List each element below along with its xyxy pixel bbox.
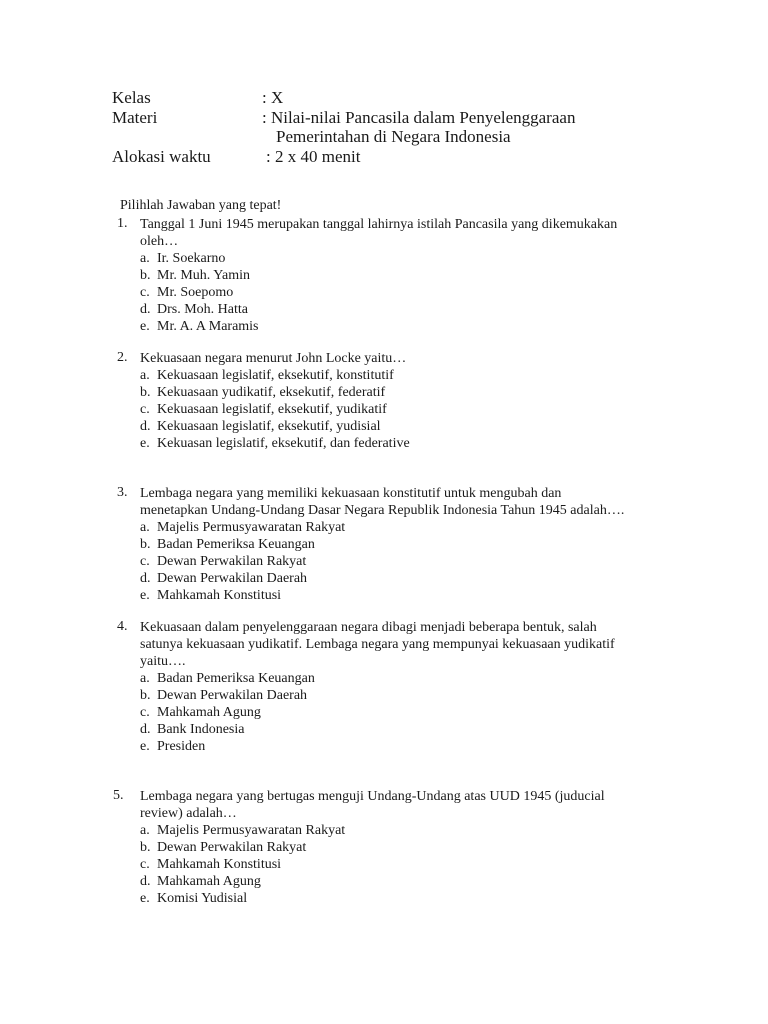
option-letter: b.	[140, 385, 151, 400]
option-text: Mahkamah Agung	[157, 705, 261, 720]
option-text: Majelis Permusyawaratan Rakyat	[157, 520, 346, 535]
question-number: 5.	[113, 788, 124, 803]
kelas-row	[0, 88, 768, 110]
alokasi-value: : 2 x 40 menit	[266, 147, 361, 166]
option-text: Kekuasaan legislatif, eksekutif, yudikatif	[157, 402, 387, 417]
option-letter: d.	[140, 419, 151, 434]
instruction-text: Pilihlah Jawaban yang tepat!	[120, 198, 282, 213]
option-text: Dewan Perwakilan Daerah	[157, 688, 308, 703]
option-text: Badan Pemeriksa Keuangan	[157, 671, 315, 686]
question-line: satunya kekuasaan yudikatif. Lembaga negara yang mempunyai kekuasaan yudikatif	[140, 637, 615, 652]
option-text: Badan Pemeriksa Keuangan	[157, 537, 315, 552]
option-text: Mahkamah Agung	[157, 874, 261, 889]
option-text: Bank Indonesia	[157, 722, 245, 737]
option-letter: e.	[140, 739, 150, 754]
option-text: Mr. Soepomo	[157, 285, 234, 300]
option-letter: d.	[140, 874, 151, 889]
question-text	[140, 216, 680, 250]
option-letter: d.	[140, 722, 151, 737]
kelas-label: Kelas	[112, 88, 151, 107]
option-letter: c.	[140, 705, 150, 720]
materi-value-line1: : Nilai-nilai Pancasila dalam Penyelenggaraan	[262, 108, 576, 127]
option-text: Komisi Yudisial	[157, 891, 248, 906]
question-text	[140, 350, 680, 367]
question-line: Lembaga negara yang bertugas menguji Undang-Undang atas UUD 1945 (juducial	[140, 789, 605, 804]
option-text: Drs. Moh. Hatta	[157, 302, 248, 317]
question-number: 1.	[117, 216, 128, 231]
option-text: Mr. A. A Maramis	[157, 319, 259, 334]
option-text: Kekuasaan yudikatif, eksekutif, federatif	[157, 385, 386, 400]
question-number: 4.	[117, 619, 128, 634]
option-text: Kekuasan legislatif, eksekutif, dan federative	[157, 436, 410, 451]
option-text: Mahkamah Konstitusi	[157, 857, 282, 872]
option-letter: a.	[140, 520, 150, 535]
question-number: 2.	[117, 350, 128, 365]
option-letter: b.	[140, 688, 151, 703]
option-letter: b.	[140, 840, 151, 855]
option-text: Presiden	[157, 739, 206, 754]
question-line: menetapkan Undang-Undang Dasar Negara Republik Indonesia Tahun 1945 adalah….	[140, 503, 625, 518]
question-text	[140, 788, 680, 822]
question-line: review) adalah…	[140, 806, 237, 821]
option-letter: e.	[140, 891, 150, 906]
question-line: Tanggal 1 Juni 1945 merupakan tanggal lahirnya istilah Pancasila yang dikemukakan	[140, 217, 618, 232]
option-letter: a.	[140, 368, 150, 383]
option-letter: c.	[140, 554, 150, 569]
kelas-value: : X	[262, 88, 284, 107]
question-line: Lembaga negara yang memiliki kekuasaan konstitutif untuk mengubah dan	[140, 486, 562, 501]
option-letter: c.	[140, 285, 150, 300]
option-letter: d.	[140, 302, 151, 317]
option-letter: c.	[140, 402, 150, 417]
question-line: yaitu….	[140, 654, 186, 669]
question-text	[140, 485, 680, 519]
option-text: Kekuasaan legislatif, eksekutif, konstitutif	[157, 368, 394, 383]
question-line: Kekuasaan dalam penyelenggaraan negara dibagi menjadi beberapa bentuk, salah	[140, 620, 597, 635]
option-letter: c.	[140, 857, 150, 872]
option-text: Dewan Perwakilan Rakyat	[157, 554, 307, 569]
option-text: Mr. Muh. Yamin	[157, 268, 250, 283]
option-letter: d.	[140, 571, 151, 586]
option-text: Mahkamah Konstitusi	[157, 588, 282, 603]
option-letter: a.	[140, 251, 150, 266]
option-letter: e.	[140, 588, 150, 603]
option-letter: b.	[140, 268, 151, 283]
option-text: Ir. Soekarno	[157, 251, 226, 266]
materi-value-line2: Pemerintahan di Negara Indonesia	[276, 127, 511, 146]
option-letter: e.	[140, 319, 150, 334]
option-text: Dewan Perwakilan Daerah	[157, 571, 308, 586]
materi-label: Materi	[112, 108, 158, 127]
option-letter: e.	[140, 436, 150, 451]
option-text: Dewan Perwakilan Rakyat	[157, 840, 307, 855]
option-letter: a.	[140, 671, 150, 686]
question-line: oleh…	[140, 234, 179, 249]
option-text: Majelis Permusyawaratan Rakyat	[157, 823, 346, 838]
alokasi-label: Alokasi waktu	[112, 147, 211, 166]
option-letter: a.	[140, 823, 150, 838]
alokasi-row	[0, 147, 768, 169]
option-text: Kekuasaan legislatif, eksekutif, yudisial	[157, 419, 381, 434]
question-number: 3.	[117, 485, 128, 500]
question-line: Kekuasaan negara menurut John Locke yaitu…	[140, 351, 407, 366]
question-text	[140, 619, 680, 670]
materi-continuation-row	[0, 127, 768, 149]
option-letter: b.	[140, 537, 151, 552]
